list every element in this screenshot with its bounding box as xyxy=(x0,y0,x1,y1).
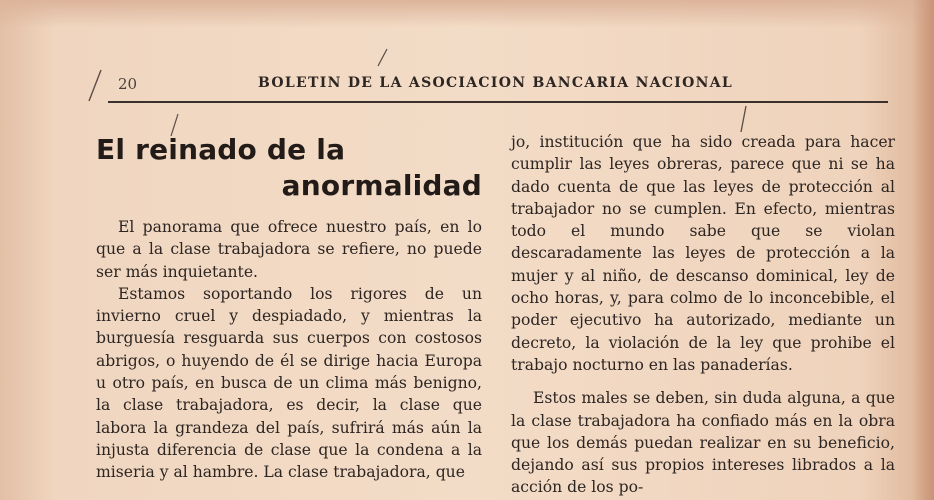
article-title xyxy=(96,133,488,203)
article-title-line-1: El reinado de la xyxy=(96,133,346,166)
paragraph: Estamos soportando los rigores de un invierno cruel y despiadado, y mientras la burguesía resguarda sus cuerpos con costosos abrigos, o huyendo de él se dirige hacia Europa u otro país, en busca de un clima más benigno, la clase trabajadora, es decir, la clase que labora la grandeza del país, sufrirá más aún la injusta diferencia de clase que la condena a la miseria y al hambre. La clase trabajadora, que xyxy=(96,284,482,482)
page-shadow-right xyxy=(912,0,934,500)
left-column xyxy=(96,216,482,484)
page-shadow-top xyxy=(0,0,934,28)
page-header xyxy=(110,73,890,95)
paragraph: El panorama que ofrece nuestro país, en lo que a la clase trabajadora se refiere, no puede ser más inquietante. xyxy=(96,218,482,281)
paragraph: Estos males se deben, sin duda alguna, a que la clase trabajadora ha confiado más en la obra que los demás puedan realizar en su beneficio, dejando así sus propios intereses librados a la acción de los po- xyxy=(511,389,895,497)
header-rule xyxy=(108,101,888,103)
paragraph-continued: jo, institución que ha sido creada para hacer cumplir las leyes obreras, parece que ni se ha dado cuenta de que las leyes de protección al trabajador no se cumplen. En efecto, mientras todo el mundo sabe que se violan descaradamente las leyes de protección a la mujer y al niño, de descanso dominical, ley de ocho horas, y, para colmo de lo inconcebible, el poder ejecutivo ha autorizado, mediante un decreto, la violación de la ley que prohibe el trabajo nocturno en las panaderías. xyxy=(511,133,895,374)
article-title-line-2: anormalidad xyxy=(281,169,482,202)
page-number: 20 xyxy=(118,75,138,93)
right-column xyxy=(511,131,895,499)
pencil-mark-1 xyxy=(84,68,106,104)
running-title: BOLETIN DE LA ASOCIACION BANCARIA NACIONAL xyxy=(258,75,734,91)
pencil-mark-2 xyxy=(372,46,392,70)
